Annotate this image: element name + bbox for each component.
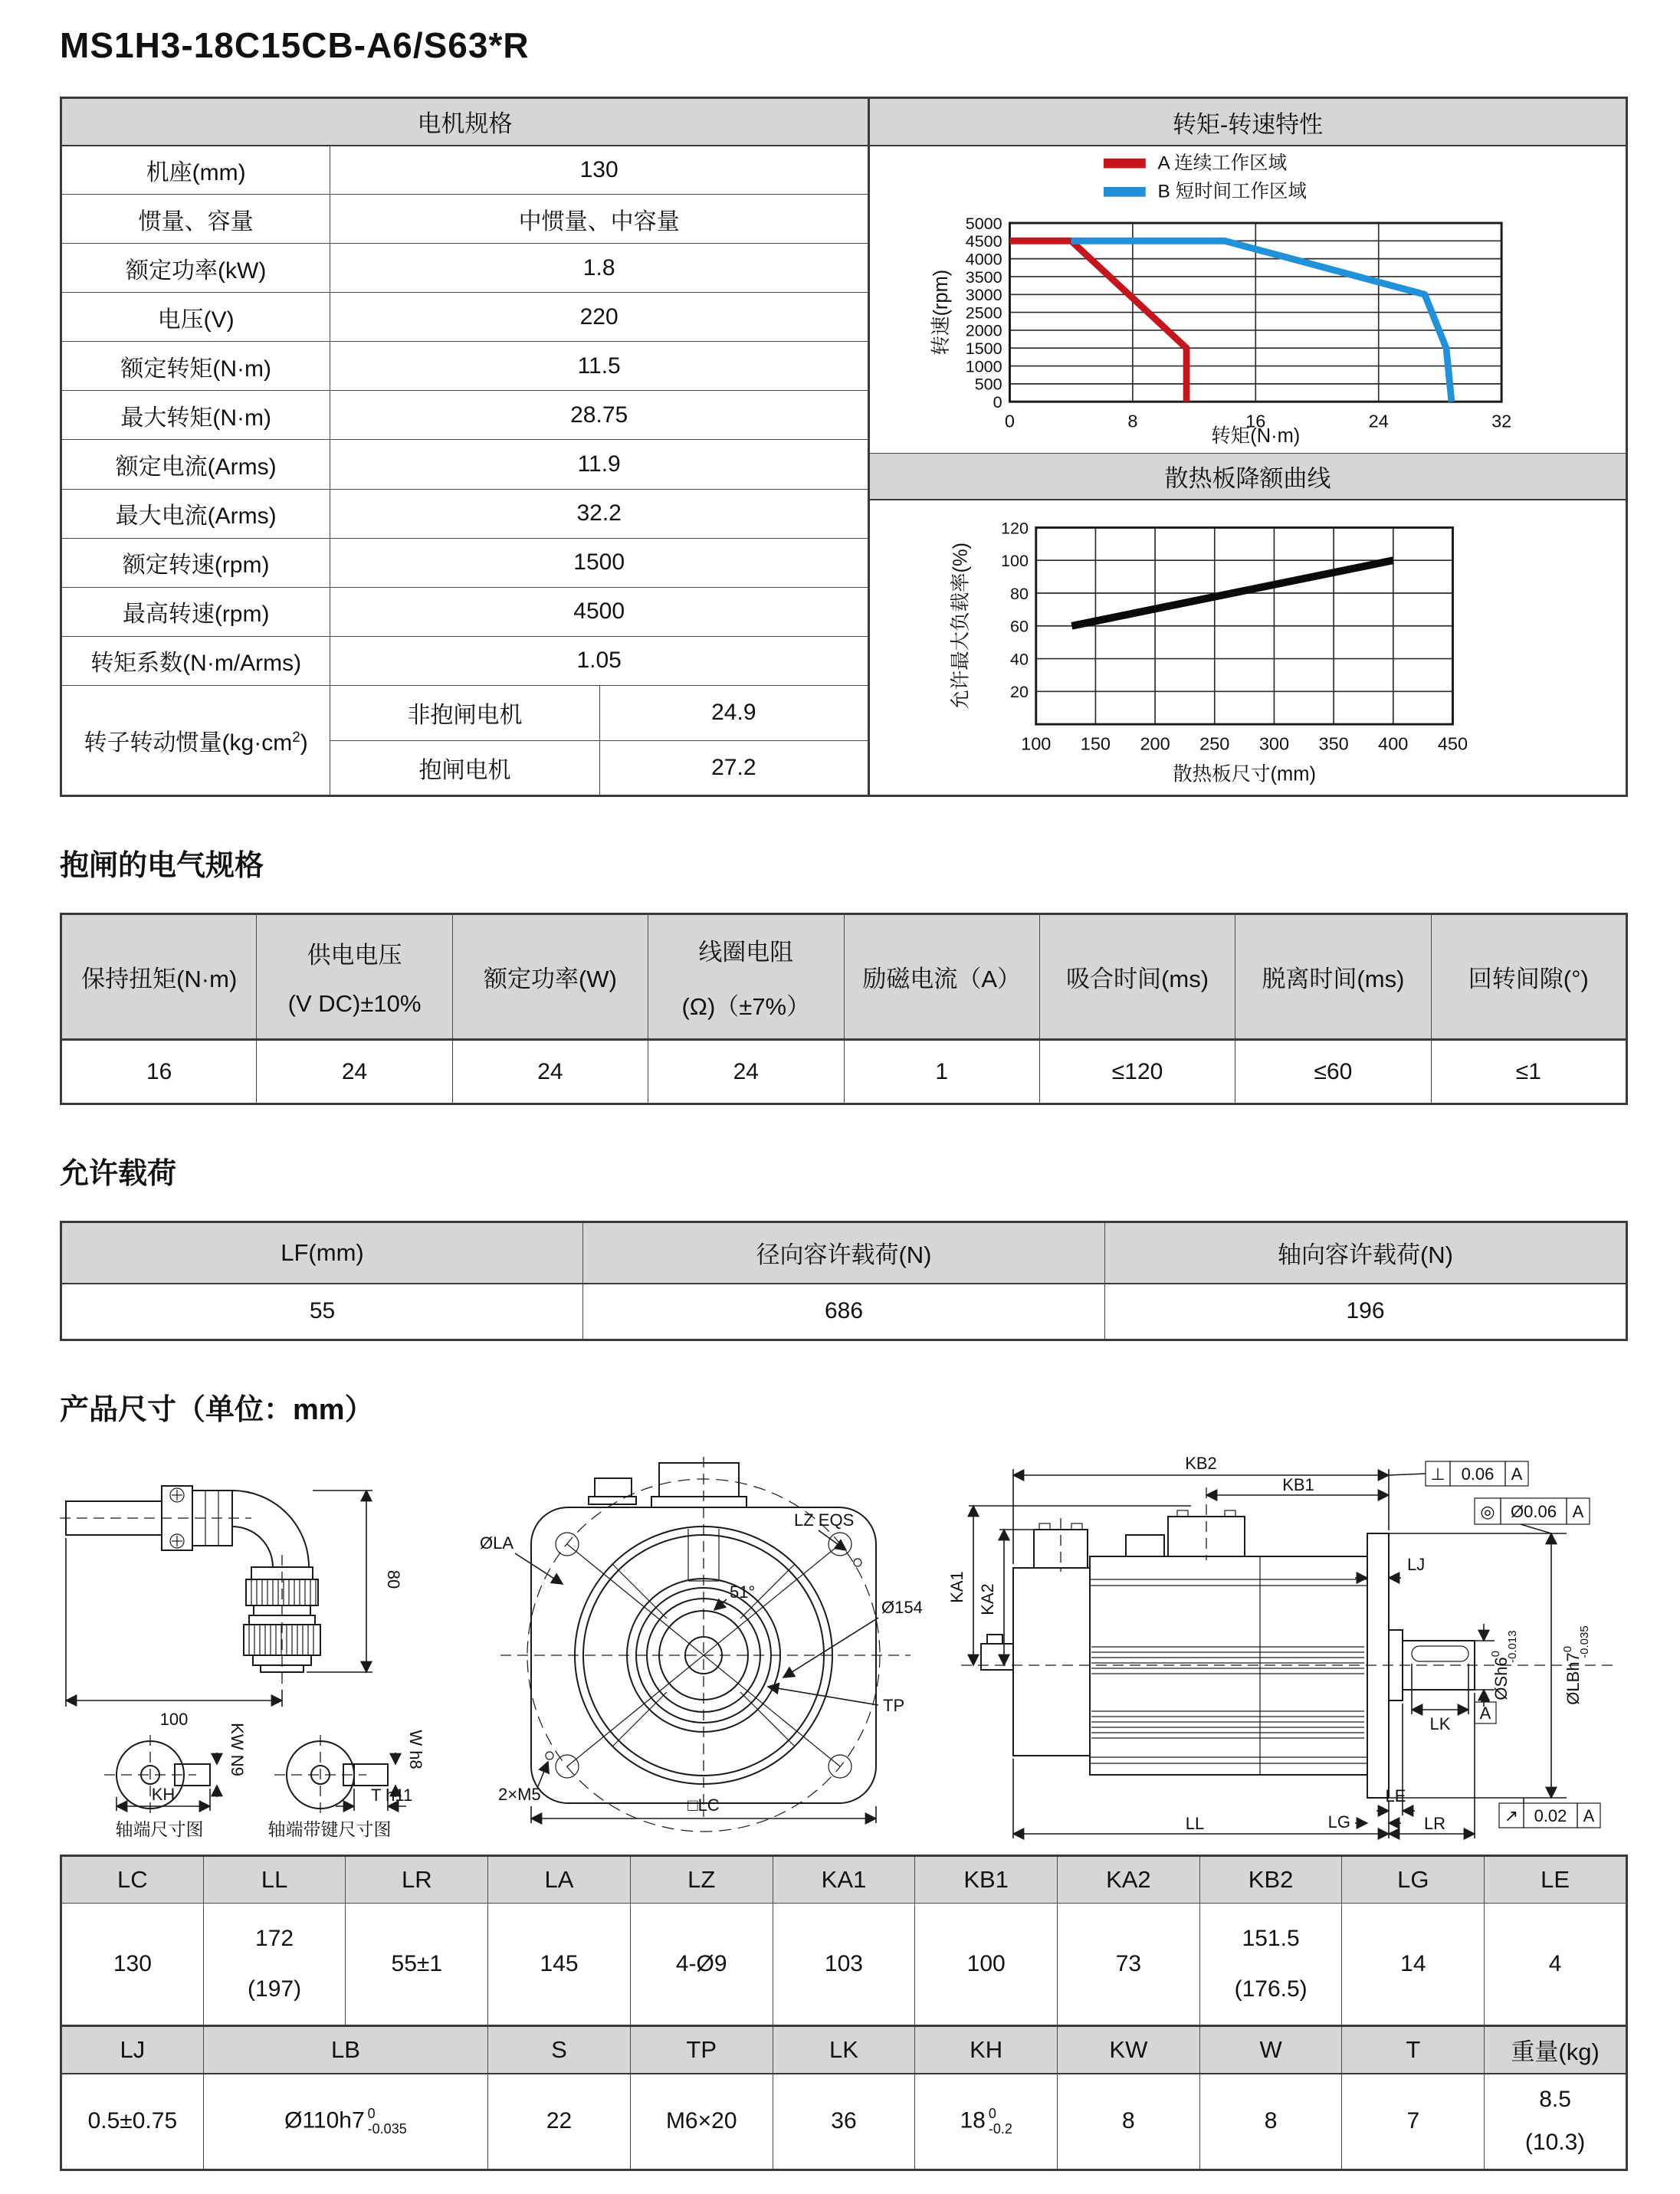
shaft-end-caption: 轴端尺寸图 <box>115 1819 204 1839</box>
brake-value: ≤120 <box>1039 1040 1235 1104</box>
dim-value: 100 <box>915 1904 1058 2026</box>
load-value: 55 <box>61 1284 583 1340</box>
dim-header: KA1 <box>773 1856 915 1904</box>
svg-text:0: 0 <box>993 392 1002 412</box>
page-title: MS1H3-18C15CB-A6/S63*R <box>60 25 530 65</box>
dim-value: 145 <box>488 1904 631 2026</box>
svg-text:24: 24 <box>1368 411 1389 431</box>
svg-text:A: A <box>1572 1502 1584 1521</box>
spec-value: 1500 <box>330 538 869 587</box>
svg-text:450: 450 <box>1437 733 1468 754</box>
svg-text:A 连续工作区域: A 连续工作区域 <box>1157 152 1287 174</box>
runout-icon: ↗ <box>1504 1806 1519 1825</box>
svg-text:250: 250 <box>1199 733 1229 754</box>
load-table <box>60 1221 1628 1341</box>
spec-value: 4500 <box>330 587 869 636</box>
svg-text:120: 120 <box>1000 518 1029 538</box>
dim-value: 18 0 -0.2 <box>915 2074 1058 2170</box>
dim-le: LE <box>1385 1786 1406 1805</box>
svg-text:散热板尺寸(mm): 散热板尺寸(mm) <box>1172 763 1316 785</box>
spec-label: 惯量、容量 <box>61 195 330 244</box>
svg-text:2000: 2000 <box>965 320 1002 340</box>
dim-header: LC <box>61 1856 204 1904</box>
spec-value: 32.2 <box>330 489 869 538</box>
dim-value: 151.5 (176.5) <box>1199 1904 1342 2026</box>
spec-subvalue: 24.9 <box>599 685 868 740</box>
dim-value: 0.5±0.75 <box>61 2074 204 2170</box>
dim-shaft-dia: $ØSh6^0$ -0.013 <box>1489 1630 1519 1700</box>
spec-value: 1.05 <box>330 636 869 685</box>
spec-label: 转矩系数(N·m/Arms) <box>61 636 330 685</box>
spec-value: 220 <box>330 293 869 342</box>
derating-chart-svg <box>878 507 1618 788</box>
dim-w-h8: W h8 <box>406 1730 425 1769</box>
charts-panel <box>870 97 1628 797</box>
label-51deg: 51° <box>730 1582 756 1602</box>
spec-label-inertia: 转子转动惯量$(kg\cdot cm^2)$ <box>61 685 330 795</box>
dim-value: Ø110h7 0 -0.035 <box>203 2074 487 2170</box>
svg-text:16: 16 <box>1245 411 1265 431</box>
dim-kb1: KB1 <box>1282 1475 1314 1494</box>
brake-header: 保持扭矩(N·m) <box>61 914 257 1040</box>
spec-label: 额定功率(kW) <box>61 244 330 293</box>
concentricity-icon: ◎ <box>1480 1502 1495 1521</box>
svg-text:4500: 4500 <box>965 231 1002 251</box>
dim-lg: LG <box>1327 1812 1350 1832</box>
dim-lr: LR <box>1423 1814 1446 1833</box>
svg-text:0.02: 0.02 <box>1534 1806 1567 1825</box>
dim-value: 8.5 (10.3) <box>1485 2074 1627 2170</box>
svg-text:500: 500 <box>974 374 1002 394</box>
svg-text:允许最大负载率(%): 允许最大负载率(%) <box>950 543 972 710</box>
svg-text:150: 150 <box>1080 733 1111 754</box>
dim-value: 73 <box>1058 1904 1200 2026</box>
brake-header: 供电电压 (V DC)±10% <box>257 914 452 1040</box>
dim-kw-n9: KW N9 <box>228 1723 247 1776</box>
dim-value: 172 (197) <box>203 1904 346 2026</box>
dim-value: 103 <box>773 1904 915 2026</box>
dim-header: KW <box>1058 2026 1200 2074</box>
svg-text:80: 80 <box>1009 584 1029 604</box>
svg-text:20: 20 <box>1009 682 1029 702</box>
svg-text:100: 100 <box>1000 551 1029 571</box>
svg-text:转速(rpm): 转速(rpm) <box>930 269 952 356</box>
brake-header: 回转间隙(°) <box>1431 914 1626 1040</box>
brake-value: 24 <box>648 1040 844 1104</box>
dim-header: LG <box>1342 1856 1485 1904</box>
svg-text:A: A <box>1583 1806 1595 1825</box>
label-lz-eqs: LZ EQS <box>794 1510 855 1530</box>
front-view-drawing <box>458 1457 938 1844</box>
perpendicularity-icon: ⊥ <box>1430 1464 1445 1484</box>
brake-value: 16 <box>61 1040 257 1104</box>
spec-label: 最高转速(rpm) <box>61 587 330 636</box>
brake-spec-table <box>60 913 1628 1105</box>
svg-text:5000: 5000 <box>965 213 1002 233</box>
dim-value: 4-Ø9 <box>630 1904 773 2026</box>
datum-triangle <box>1481 1691 1490 1702</box>
dim-ka1: KA1 <box>947 1571 966 1603</box>
dim-100: 100 <box>159 1710 189 1729</box>
dim-header: LJ <box>61 2026 204 2074</box>
svg-text:4000: 4000 <box>965 249 1002 269</box>
svg-text:B 短时间工作区域: B 短时间工作区域 <box>1157 181 1307 202</box>
derating-chart-header: 散热板降额曲线 <box>870 453 1626 500</box>
load-section-title: 允许载荷 <box>60 1158 177 1190</box>
motor-spec-block <box>60 97 1628 797</box>
load-header: LF(mm) <box>61 1222 583 1284</box>
load-value: 686 <box>583 1284 1105 1340</box>
dim-header: KH <box>915 2026 1058 2074</box>
dim-header: S <box>488 2026 631 2074</box>
svg-text:3500: 3500 <box>965 267 1002 287</box>
dim-header: LB <box>203 2026 487 2074</box>
dim-value: 14 <box>1342 1904 1485 2026</box>
spec-label: 额定电流(Arms) <box>61 440 330 489</box>
dim-kb2: KB2 <box>1185 1457 1217 1473</box>
svg-text:1000: 1000 <box>965 356 1002 376</box>
motor-spec-table <box>60 97 870 797</box>
svg-text:350: 350 <box>1318 733 1349 754</box>
dim-header: LK <box>773 2026 915 2074</box>
dim-t-h11: T h11 <box>371 1786 413 1805</box>
dim-spigot-dia: $ØLBh7^0$ -0.035 <box>1561 1625 1591 1705</box>
label-lc: □LC <box>687 1796 720 1815</box>
svg-text:Ø0.06: Ø0.06 <box>1511 1502 1557 1521</box>
svg-text:1500: 1500 <box>965 339 1002 359</box>
brake-header: 额定功率(W) <box>452 914 648 1040</box>
dim-header: LZ <box>630 1856 773 1904</box>
shaft-end-key-caption: 轴端带键尺寸图 <box>267 1819 392 1839</box>
svg-text:0.06: 0.06 <box>1461 1464 1495 1484</box>
dim-value: 130 <box>61 1904 204 2026</box>
spec-subvalue: 27.2 <box>599 740 868 795</box>
dim-header: KA2 <box>1058 1856 1200 1904</box>
svg-text:2500: 2500 <box>965 303 1002 323</box>
spec-value: 11.9 <box>330 440 869 489</box>
dim-value: 8 <box>1199 2074 1342 2170</box>
brake-value: ≤1 <box>1431 1040 1626 1104</box>
dim-header: 重量(kg) <box>1485 2026 1627 2074</box>
spec-value: 130 <box>330 146 869 195</box>
brake-header: 脱离时间(ms) <box>1235 914 1431 1040</box>
svg-text:200: 200 <box>1139 733 1170 754</box>
spec-label: 最大电流(Arms) <box>61 489 330 538</box>
dim-kh: KH <box>151 1785 176 1804</box>
dim-header: KB1 <box>915 1856 1058 1904</box>
dim-ll: LL <box>1185 1814 1205 1833</box>
dim-header: W <box>1199 2026 1342 2074</box>
fcf-concentricity <box>1475 1498 1590 1524</box>
svg-text:0: 0 <box>1004 411 1015 431</box>
dim-header: LE <box>1485 1856 1627 1904</box>
svg-text:A: A <box>1511 1464 1523 1484</box>
torque-speed-chart-svg <box>878 149 1618 450</box>
brake-value: 24 <box>257 1040 452 1104</box>
dim-ka2: KA2 <box>978 1583 997 1615</box>
fcf-perpendicularity <box>1426 1461 1528 1486</box>
svg-text:400: 400 <box>1377 733 1408 754</box>
dim-header: LA <box>488 1856 631 1904</box>
brake-header: 线圈电阻 (Ω)（±7%） <box>648 914 844 1040</box>
dimension-table <box>60 1855 1628 2171</box>
spec-label: 机座(mm) <box>61 146 330 195</box>
spec-label: 额定转速(rpm) <box>61 538 330 587</box>
spec-value: 中惯量、中容量 <box>330 195 869 244</box>
dim-value: 7 <box>1342 2074 1485 2170</box>
label-tp: TP <box>883 1696 905 1715</box>
dims-section-title: 产品尺寸（单位：mm） <box>60 1394 374 1426</box>
dim-header: LR <box>346 1856 488 1904</box>
spec-label: 额定转矩(N·m) <box>61 342 330 391</box>
dim-80: 80 <box>384 1569 403 1589</box>
svg-text:8: 8 <box>1127 411 1137 431</box>
svg-text:3000: 3000 <box>965 285 1002 305</box>
brake-value: 1 <box>844 1040 1039 1104</box>
dim-lj: LJ <box>1407 1555 1426 1574</box>
svg-text:60: 60 <box>1009 616 1029 636</box>
torque-speed-chart-header: 转矩-转速特性 <box>870 99 1626 146</box>
load-header: 径向容许载荷(N) <box>583 1222 1105 1284</box>
spec-label: 最大转矩(N·m) <box>61 391 330 440</box>
spec-sublabel: 抱闸电机 <box>330 740 599 795</box>
dimension-drawings <box>60 1457 1628 1844</box>
brake-value: 24 <box>452 1040 648 1104</box>
spec-value: 11.5 <box>330 342 869 391</box>
label-dla: ØLA <box>480 1533 514 1553</box>
spec-value: 1.8 <box>330 244 869 293</box>
svg-text:100: 100 <box>1020 733 1051 754</box>
load-value: 196 <box>1105 1284 1627 1340</box>
dim-header: LL <box>203 1856 346 1904</box>
spec-value: 28.75 <box>330 391 869 440</box>
label-d154: Ø154 <box>881 1598 923 1617</box>
svg-text:40: 40 <box>1009 649 1029 669</box>
motor-spec-header: 电机规格 <box>61 98 869 146</box>
dim-header: KB2 <box>1199 1856 1342 1904</box>
brake-header: 吸合时间(ms) <box>1039 914 1235 1040</box>
dim-header: TP <box>630 2026 773 2074</box>
dim-header: T <box>1342 2026 1485 2074</box>
brake-header: 励磁电流（A） <box>844 914 1039 1040</box>
brake-section-title: 抱闸的电气规格 <box>60 850 264 882</box>
fcf-runout <box>1499 1803 1600 1828</box>
spec-sublabel: 非抱闸电机 <box>330 685 599 740</box>
dim-value: 4 <box>1485 1904 1627 2026</box>
datum-a: A <box>1479 1704 1491 1723</box>
derating-chart <box>870 500 1626 795</box>
load-header: 轴向容许载荷(N) <box>1105 1222 1627 1284</box>
dim-value: 55±1 <box>346 1904 488 2026</box>
dim-value: 36 <box>773 2074 915 2170</box>
svg-text:转矩(N·m): 转矩(N·m) <box>1210 425 1300 448</box>
brake-value: ≤60 <box>1235 1040 1431 1104</box>
dim-lk: LK <box>1429 1714 1451 1733</box>
spec-label: 电压(V) <box>61 293 330 342</box>
dim-value: M6×20 <box>630 2074 773 2170</box>
dim-value: 8 <box>1058 2074 1200 2170</box>
dim-value: 22 <box>488 2074 631 2170</box>
svg-text:32: 32 <box>1491 411 1511 431</box>
label-2xm5: 2×M5 <box>498 1785 541 1804</box>
connector-drawing <box>60 1457 458 1844</box>
svg-text:300: 300 <box>1258 733 1289 754</box>
side-view-drawing <box>938 1457 1628 1844</box>
torque-speed-chart <box>870 146 1626 453</box>
